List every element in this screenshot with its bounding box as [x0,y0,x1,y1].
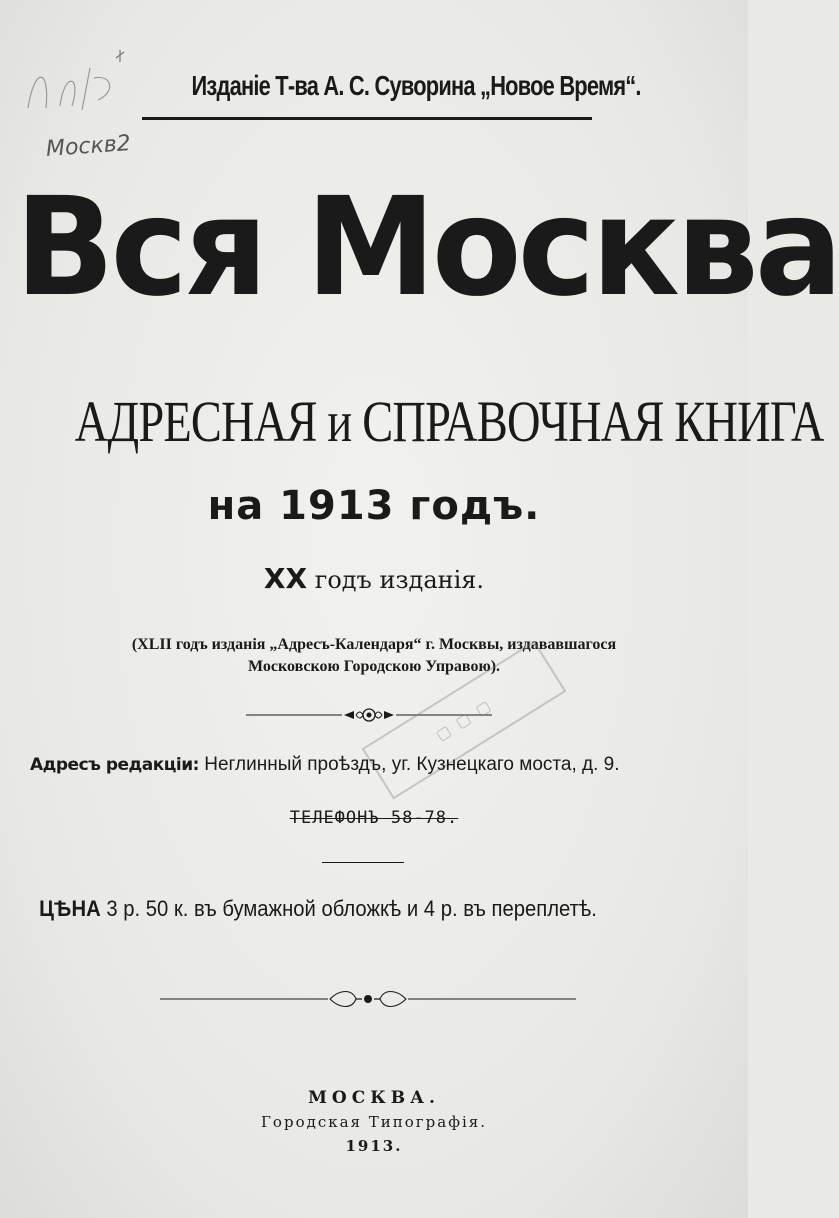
address-label: Адресъ редакціи: [30,755,199,775]
ornament-divider-lower-icon [160,989,576,1009]
price-label: ЦѢНА [39,896,101,921]
imprint-printer: Городская Типографія. [261,1113,487,1131]
phone-line: ТЕЛЕФОНЪ 58-78. [289,808,459,828]
publisher-underline [142,117,592,120]
imprint-city: МОСКВА. [308,1088,440,1108]
library-stamp: ▢ ▢ ▢ [362,641,567,800]
historical-note [0,634,748,677]
address-text: Неглинный проѣздъ, уг. Кузнецкаго моста, д. 9. [204,754,620,775]
handwritten-note: Москв2 [45,131,132,162]
main-title: Вся Москва [14,169,839,327]
price-text: 3 р. 50 к. въ бумажной обложкѣ и 4 р. въ переплетѣ. [106,896,597,921]
price-line [39,896,709,922]
publisher-line: Изданіе Т-ва А. С. Суворина „Новое Время“. [191,70,641,101]
subtitle: АДРЕСНАЯ и СПРАВОЧНАЯ КНИГА [74,389,824,454]
pencil-scribble [20,48,140,128]
edition-line [0,562,748,595]
short-divider [322,862,404,863]
note-line-2: Московскою Городскою Управою). [247,657,501,675]
note-line-1: (XLII годъ изданія „Адресъ-Календаря“ г. Москвы, издававшагося [131,636,617,653]
imprint-year: 1913. [345,1137,403,1155]
edition-text: годъ изданія. [314,566,485,594]
year-line: на 1913 годъ. [207,483,541,529]
edition-number: XX [263,562,308,595]
address-line [30,754,720,776]
